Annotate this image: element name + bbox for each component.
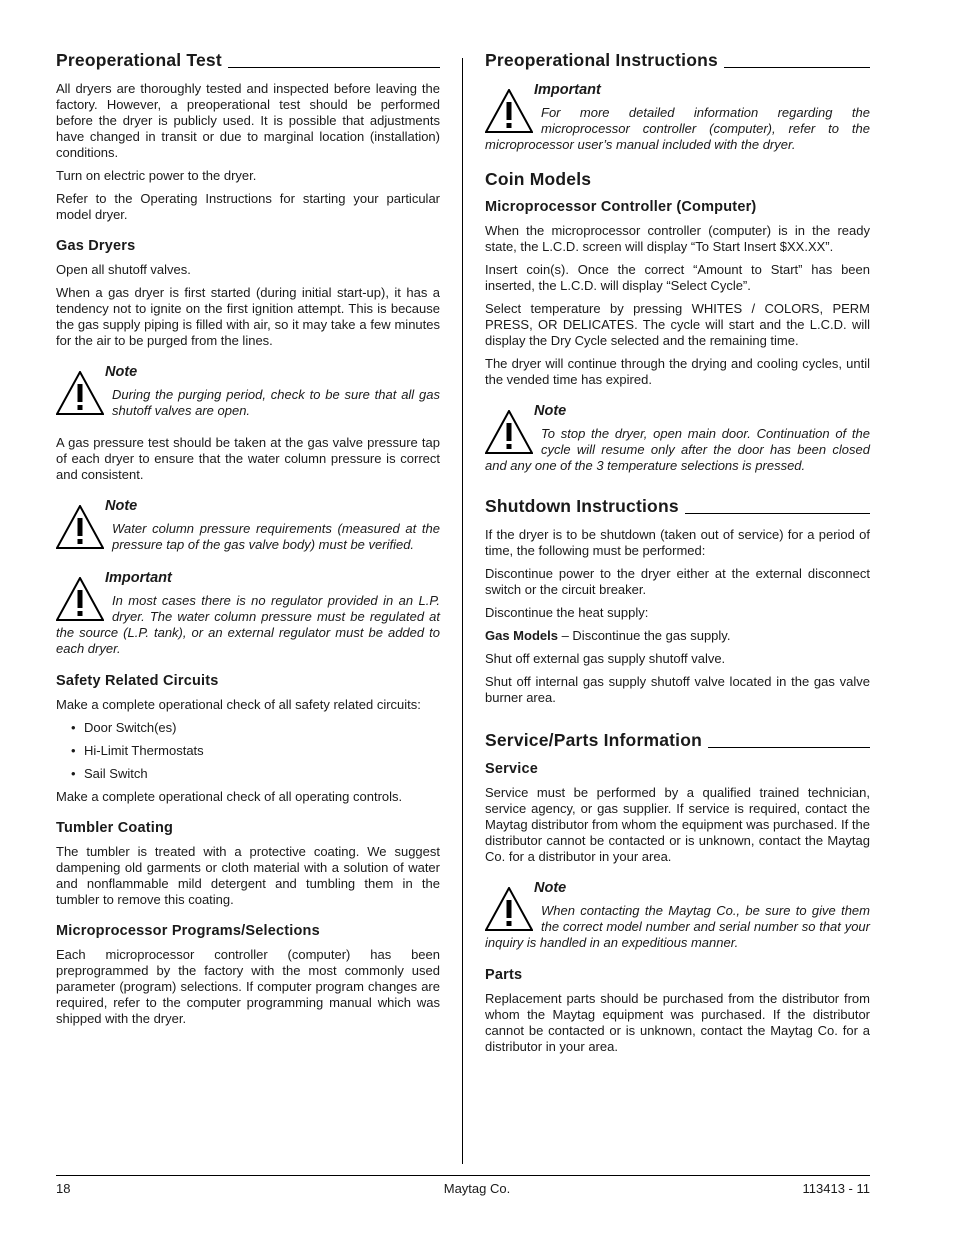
heading-rule <box>724 67 870 68</box>
note-callout <box>56 497 440 553</box>
note-title: Note <box>105 498 138 514</box>
paragraph: Open all shutoff valves. <box>56 262 191 277</box>
warning-icon <box>485 89 533 133</box>
subheading-service: Service <box>485 761 538 777</box>
note-callout <box>485 879 870 951</box>
paragraph: The tumbler is treated with a protective coating. We suggest dampening old garments or cloth material with a solution of water and nonflammable mild detergent and tumbling them in the tumbler to remove this coating. <box>56 844 440 907</box>
subheading-coin-models: Coin Models <box>485 169 592 189</box>
note-callout <box>485 402 870 474</box>
paragraph: The dryer will continue through the drying and cooling cycles, until the vended time has expired. <box>485 356 870 387</box>
paragraph: Service must be performed by a qualified trained technician, service agency, or gas supplier. If service is required, contact the Maytag distributor from whom the equipment was purchased. If the distributor cannot be contacted or is unknown, contact the Maytag Co. for a distributor in your area. <box>485 785 870 864</box>
paragraph: Shut off external gas supply shutoff valve. <box>485 651 726 666</box>
gas-models-label: Gas Models <box>485 628 558 643</box>
subheading-tumbler-coating: Tumbler Coating <box>56 820 174 836</box>
paragraph: Make a complete operational check of all safety related circuits: <box>56 697 421 712</box>
footer-rule <box>56 1175 870 1176</box>
paragraph: Make a complete operational check of all operating controls. <box>56 789 403 804</box>
important-title: Important <box>105 570 172 586</box>
footer-company: Maytag Co. <box>443 1181 511 1196</box>
subheading-microprocessor-controller: Microprocessor Controller (Computer) <box>485 199 757 215</box>
list-item: • Sail Switch <box>71 766 440 782</box>
section-heading-preoperational-test: Preoperational Test <box>56 50 440 71</box>
heading-rule <box>228 67 440 68</box>
paragraph-gas-models <box>485 628 870 644</box>
section-heading-preoperational-instructions: Preoperational Instructions <box>485 50 870 71</box>
paragraph: Replacement parts should be purchased from the distributor from whom the Maytag equipment was purchased. If the distributor cannot be contacted or is unknown, contact the Maytag Co. for a distributor in your area. <box>485 991 870 1054</box>
section-heading-shutdown-instructions: Shutdown Instructions <box>485 496 870 517</box>
subheading-parts: Parts <box>485 967 523 983</box>
right-column <box>485 50 870 1062</box>
note-text: When contacting the Maytag Co., be sure to give them the correct model number and serial number so that your inquiry is handled in an expeditious manner. <box>485 903 870 950</box>
warning-icon <box>56 371 104 415</box>
warning-icon <box>485 410 533 454</box>
note-text: Water column pressure requirements (measured at the pressure tap of the gas valve body) must be verified. <box>112 521 440 552</box>
safety-circuit-list <box>56 720 440 782</box>
note-text: To stop the dryer, open main door. Continuation of the cycle will resume only after the door has been closed and any one of the 3 temperature selections is pressed. <box>485 426 870 473</box>
paragraph: Discontinue power to the dryer either at the external disconnect switch or the circuit breaker. <box>485 566 870 597</box>
left-column <box>56 50 440 1034</box>
paragraph: Turn on electric power to the dryer. <box>56 168 257 183</box>
paragraph: A gas pressure test should be taken at the gas valve pressure tap of each dryer to ensure that the water column pressure is correct and consistent. <box>56 435 440 482</box>
important-text: For more detailed information regarding the microprocessor controller (computer), refer to the microprocessor user’s manual included with the dryer. <box>485 105 870 152</box>
paragraph: If the dryer is to be shutdown (taken out of service) for a period of time, the following must be performed: <box>485 527 870 558</box>
list-item: • Hi-Limit Thermostats <box>71 743 440 759</box>
paragraph: All dryers are thoroughly tested and inspected before leaving the factory. However, a preoperational test should be performed before the dryer is publicly used. It is possible that adjustments have changed in transit or due to marginal location (installation) conditions. <box>56 81 440 160</box>
heading-rule <box>685 513 870 514</box>
paragraph: Shut off internal gas supply shutoff valve located in the gas valve burner area. <box>485 674 870 705</box>
document-number: 113413 - 11 <box>802 1181 870 1196</box>
page-number: 18 <box>56 1181 71 1196</box>
warning-icon <box>485 887 533 931</box>
subheading-safety-related-circuits: Safety Related Circuits <box>56 673 219 689</box>
column-divider <box>462 58 463 1164</box>
important-callout <box>485 81 870 153</box>
paragraph: Refer to the Operating Instructions for starting your particular model dryer. <box>56 191 440 222</box>
paragraph: Each microprocessor controller (computer) has been preprogrammed by the factory with the most commonly used parameter (program) selections. If computer program changes are required, refer to the computer programming manual which was shipped with the dryer. <box>56 947 440 1026</box>
note-title: Note <box>534 403 567 419</box>
warning-icon <box>56 577 104 621</box>
subheading-gas-dryers: Gas Dryers <box>56 238 136 254</box>
paragraph: When a gas dryer is first started (during initial start-up), it has a tendency not to ignite on the first ignition attempt. This is because the gas supply piping is filled with air, so it may take a few minutes for the air to be purged from the lines. <box>56 285 440 348</box>
important-callout <box>56 569 440 657</box>
warning-icon <box>56 505 104 549</box>
paragraph: When the microprocessor controller (computer) is in the ready state, the L.C.D. screen will display “To Start Insert $XX.XX”. <box>485 223 870 254</box>
note-title: Note <box>534 880 567 896</box>
important-title: Important <box>534 82 601 98</box>
note-title: Note <box>105 364 138 380</box>
paragraph: Insert coin(s). Once the correct “Amount to Start” has been inserted, the L.C.D. will display “Select Cycle”. <box>485 262 870 293</box>
heading-rule <box>708 747 870 748</box>
gas-models-text: – Discontinue the gas supply. <box>557 628 731 643</box>
note-callout <box>56 363 440 419</box>
paragraph: Select temperature by pressing WHITES / COLORS, PERM PRESS, OR DELICATES. The cycle will start and the L.C.D. will display the Dry Cycle selected and the remaining time. <box>485 301 870 348</box>
list-item: • Door Switch(es) <box>71 720 440 736</box>
subheading-microprocessor-programs: Microprocessor Programs/Selections <box>56 923 320 939</box>
note-text: During the purging period, check to be sure that all gas shutoff valves are open. <box>112 387 440 418</box>
section-heading-service-parts: Service/Parts Information <box>485 730 870 751</box>
paragraph: Discontinue the heat supply: <box>485 605 649 620</box>
important-text: In most cases there is no regulator provided in an L.P. dryer. The water column pressure must be regulated at the source (L.P. tank), or an external regulator must be added to each dryer. <box>56 593 440 656</box>
